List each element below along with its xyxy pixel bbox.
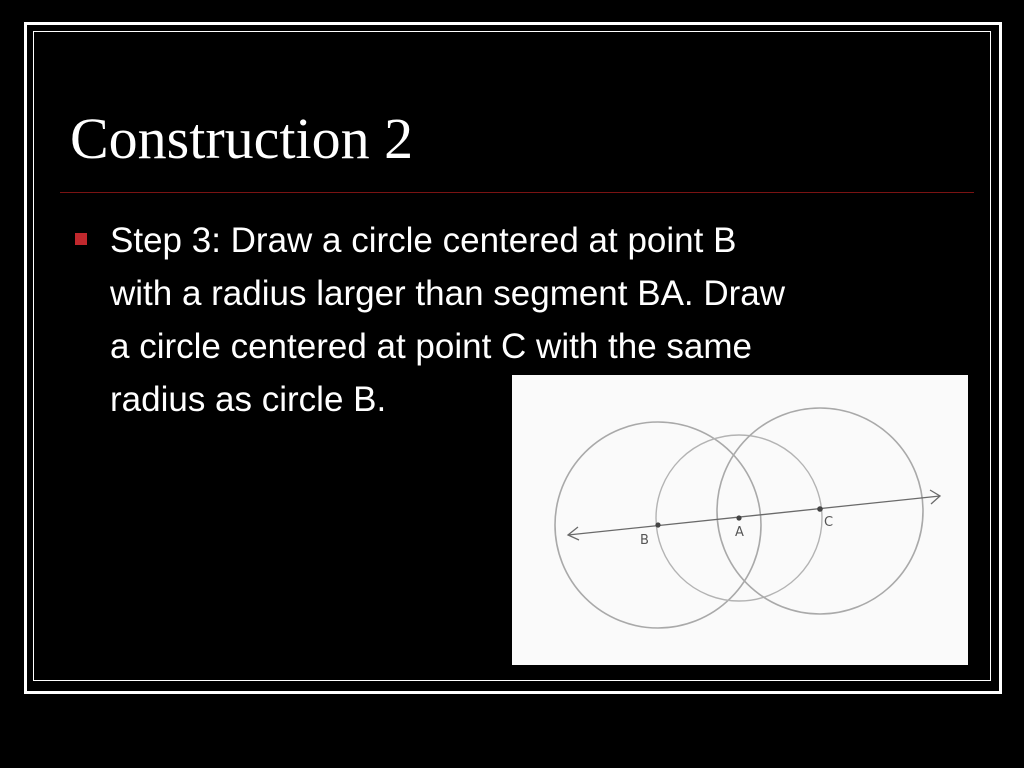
point-a-label: A — [735, 525, 744, 540]
bullet-line: a circle centered at point C with the same — [110, 327, 752, 366]
line-bc — [568, 496, 940, 535]
point-a — [736, 515, 741, 520]
bullet-line: Step 3: Draw a circle centered at point B — [110, 221, 737, 260]
point-b — [655, 522, 660, 527]
title-divider — [60, 192, 974, 193]
bullet-line: with a radius larger than segment BA. Draw — [110, 274, 786, 313]
point-c — [817, 506, 823, 512]
construction-figure — [512, 375, 968, 665]
point-b-label: B — [640, 533, 649, 548]
bullet-line: radius as circle B. — [110, 380, 387, 419]
slide-title: Construction 2 — [70, 106, 414, 171]
point-c-label: C — [824, 515, 834, 530]
construction-drawing — [512, 375, 968, 665]
bullet-square-icon — [75, 233, 87, 245]
